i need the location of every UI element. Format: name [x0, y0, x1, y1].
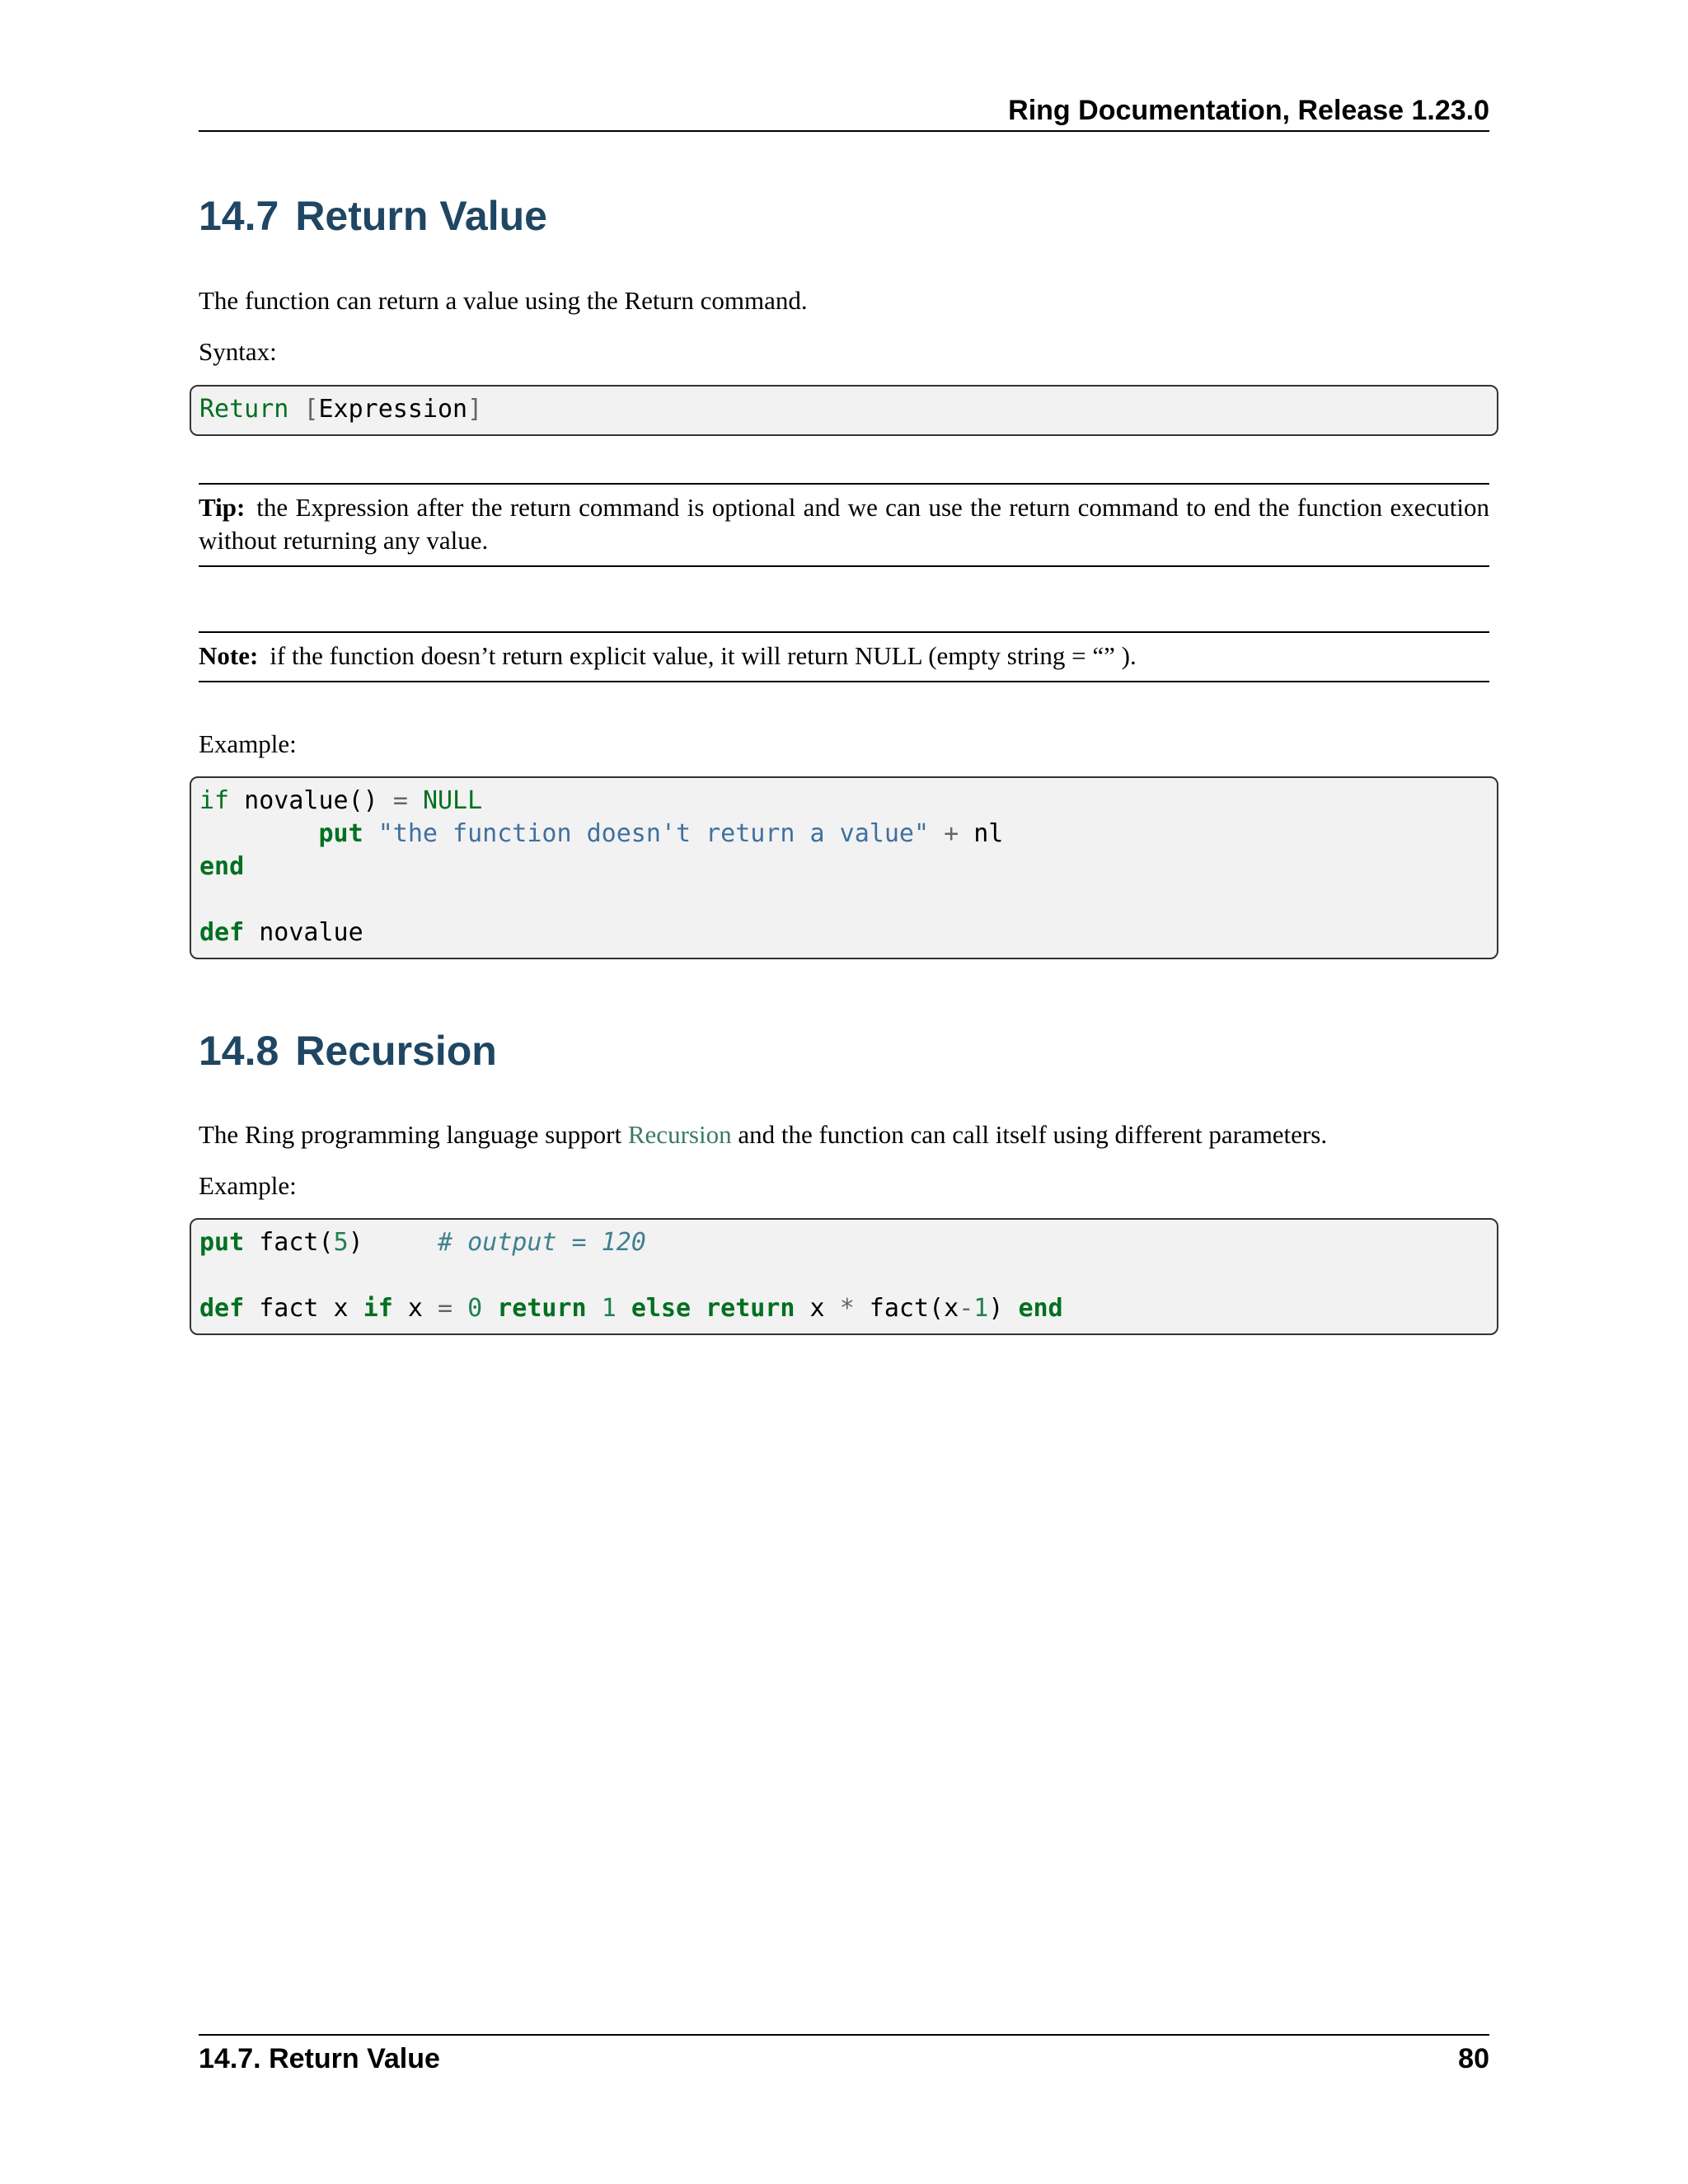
code-token: def [199, 1294, 245, 1323]
code-token: return [497, 1294, 587, 1323]
code-token: - [959, 1294, 974, 1323]
code-token: 1 [973, 1294, 989, 1323]
code-token: x [795, 1294, 840, 1323]
code-token: * [839, 1294, 855, 1323]
syntax-label: Syntax: [199, 337, 277, 366]
code-token: fact( [244, 1228, 334, 1257]
code-token: def [199, 918, 245, 947]
example-label: Example: [199, 1171, 297, 1200]
code-token: novalue [244, 918, 363, 947]
section-heading-recursion [199, 1026, 497, 1076]
code-token: else [631, 1294, 692, 1323]
recursion-link[interactable]: Recursion [627, 1120, 732, 1149]
document-page [199, 0, 1489, 2184]
code-token: = [438, 1294, 453, 1323]
code-token: if [363, 1294, 393, 1323]
code-text: Expression [318, 395, 468, 424]
paragraph-text: and the function can call itself using different parameters. [731, 1120, 1328, 1149]
note-box [199, 631, 1489, 682]
code-token: fact(x [854, 1294, 959, 1323]
code-token: end [199, 852, 245, 881]
code-token: = [392, 786, 408, 815]
note-text: if the function doesn’t return explicit value, it will return NULL (empty string = “” ). [270, 641, 1137, 670]
section-number: 14.7 [199, 193, 279, 239]
example-label: Example: [199, 729, 297, 758]
paragraph-recursion [199, 1118, 1489, 1151]
paragraph-text: The Ring programming language support [199, 1120, 628, 1149]
code-block-syntax[interactable] [190, 385, 1498, 436]
code-token: nl [959, 819, 1004, 848]
code-token: return [706, 1294, 795, 1323]
code-token: 1 [601, 1294, 617, 1323]
code-token: put [199, 1228, 245, 1257]
section-heading-return-value [199, 191, 547, 241]
code-token: 5 [333, 1228, 349, 1257]
running-footer [199, 2034, 1489, 2082]
code-token: ) [988, 1294, 1019, 1323]
code-token: + [944, 819, 959, 848]
code-token: NULL [422, 786, 483, 815]
code-token: "the function doesn't return a value" [377, 819, 930, 848]
tip-label: Tip: [199, 493, 246, 522]
footer-section: 14.7. Return Value [199, 2043, 440, 2074]
code-token: fact x [244, 1294, 363, 1323]
code-token: put [318, 819, 363, 848]
running-header: Ring Documentation, Release 1.23.0 [199, 91, 1489, 132]
code-token: end [1018, 1294, 1063, 1323]
code-token: novalue() [229, 786, 393, 815]
code-bracket: ] [467, 395, 483, 424]
note-label: Note: [199, 641, 259, 670]
code-token: ) [348, 1228, 363, 1257]
section-title: Recursion [295, 1028, 497, 1074]
code-token: 0 [467, 1294, 483, 1323]
page-number: 80 [1458, 2043, 1489, 2074]
paragraph-intro: The function can return a value using the Return command. [199, 286, 808, 315]
code-bracket: [ [303, 395, 319, 424]
section-number: 14.8 [199, 1028, 279, 1074]
code-comment: # output = 120 [438, 1228, 646, 1257]
code-block-example-novalue[interactable] [190, 776, 1498, 959]
code-token: x [392, 1294, 438, 1323]
code-keyword: Return [199, 395, 289, 424]
code-token: if [199, 786, 230, 815]
tip-text: the Expression after the return command is optional and we can use the return command to end the function execution without returning any value. [199, 493, 1489, 555]
tip-box [199, 483, 1489, 567]
code-block-example-recursion[interactable] [190, 1218, 1498, 1335]
section-title: Return Value [295, 193, 547, 239]
